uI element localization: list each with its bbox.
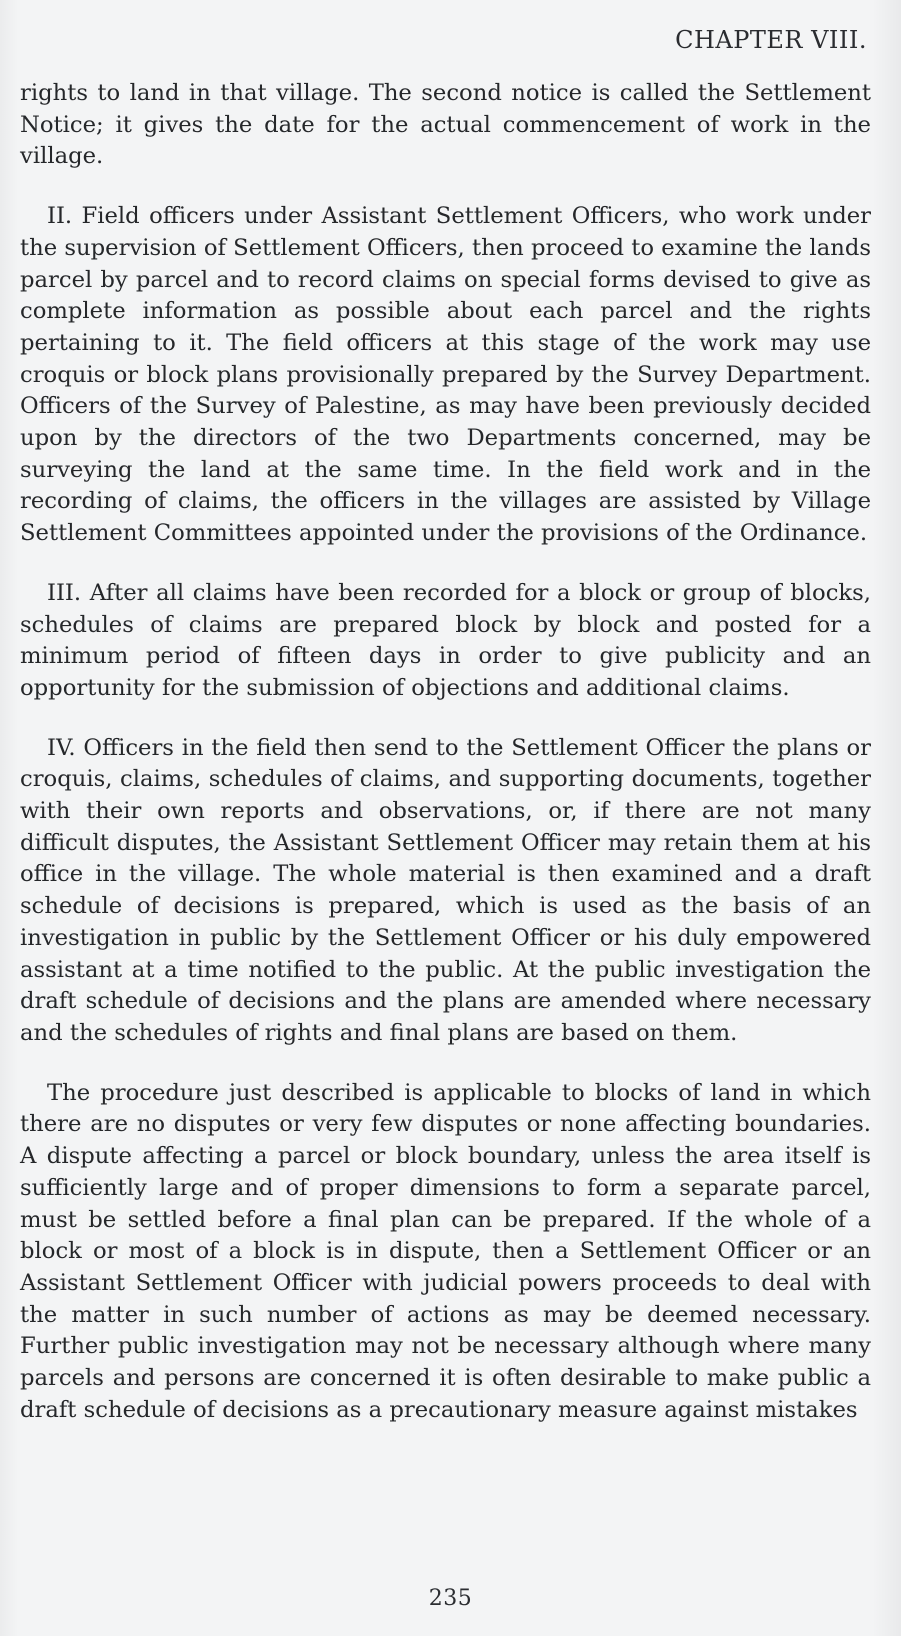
page-number: 235 [428,1586,473,1611]
paragraph-procedure: The procedure just described is applicable to blocks of land in which there are no disputes or very few disputes or none affecting boundaries. A dispute affecting a parcel or block boundary, unless the area itself is sufficiently large and of proper dimensions to form a separate parcel, must be settled before a final plan can be prepared. If the whole of a block or most of a block is in dispute, then a Settlement Officer or an Assistant Settlement Officer with judicial powers proceeds to deal with the matter in such number of actions as may be deemed necessary. Further public investigation may not be necessary although where many parcels and persons are concerned it is often desirable to make public a draft schedule of decisions as a precautionary measure against mistakes [20,1079,871,1423]
paragraph-step-ii: II. Field officers under Assistant Settlement Officers, who work under the supervision of Settlement Officers, then proceed to examine the lands parcel by parcel and to record claims on special forms devised to give as complete information as possible about each parcel and the rights pertaining to it. The field officers at this stage of the work may use croquis or block plans provisionally prepared by the Survey Department. Officers of the Survey of Palestine, as may have been previously decided upon by the directors of the two Departments concerned, may be surveying the land at the same time. In the field work and in the recording of claims, the officers in the villages are assisted by Village Settlement Committees appointed under the provisions of the Ordinance. [20,203,871,547]
running-header: CHAPTER VIII. [675,26,867,54]
body-text [20,78,871,1454]
paragraph-step-iii: III. After all claims have been recorded for a block or group of blocks, schedules of claims are prepared block by block and posted for a minimum period of fifteen days in order to give publicity and an opportunity for the submission of objections and additional claims. [20,579,871,701]
paragraph-step-iv: IV. Officers in the field then send to the Settlement Officer the plans or croquis, claims, schedules of claims, and supporting documents, together with their own reports and observations, or, if there are not many difficult disputes, the Assistant Settlement Officer may retain them at his office in the village. The whole material is then examined and a draft schedule of decisions is prepared, which is used as the basis of an investigation in public by the Settlement Officer or his duly empowered assistant at a time notified to the public. At the public investigation the draft schedule of decisions and the plans are amended where necessary and the schedules of rights and final plans are based on them. [20,734,871,1046]
paragraph-continuation: rights to land in that village. The second notice is called the Settlement Notice; it gives the date for the actual commencement of work in the village. [20,80,871,170]
